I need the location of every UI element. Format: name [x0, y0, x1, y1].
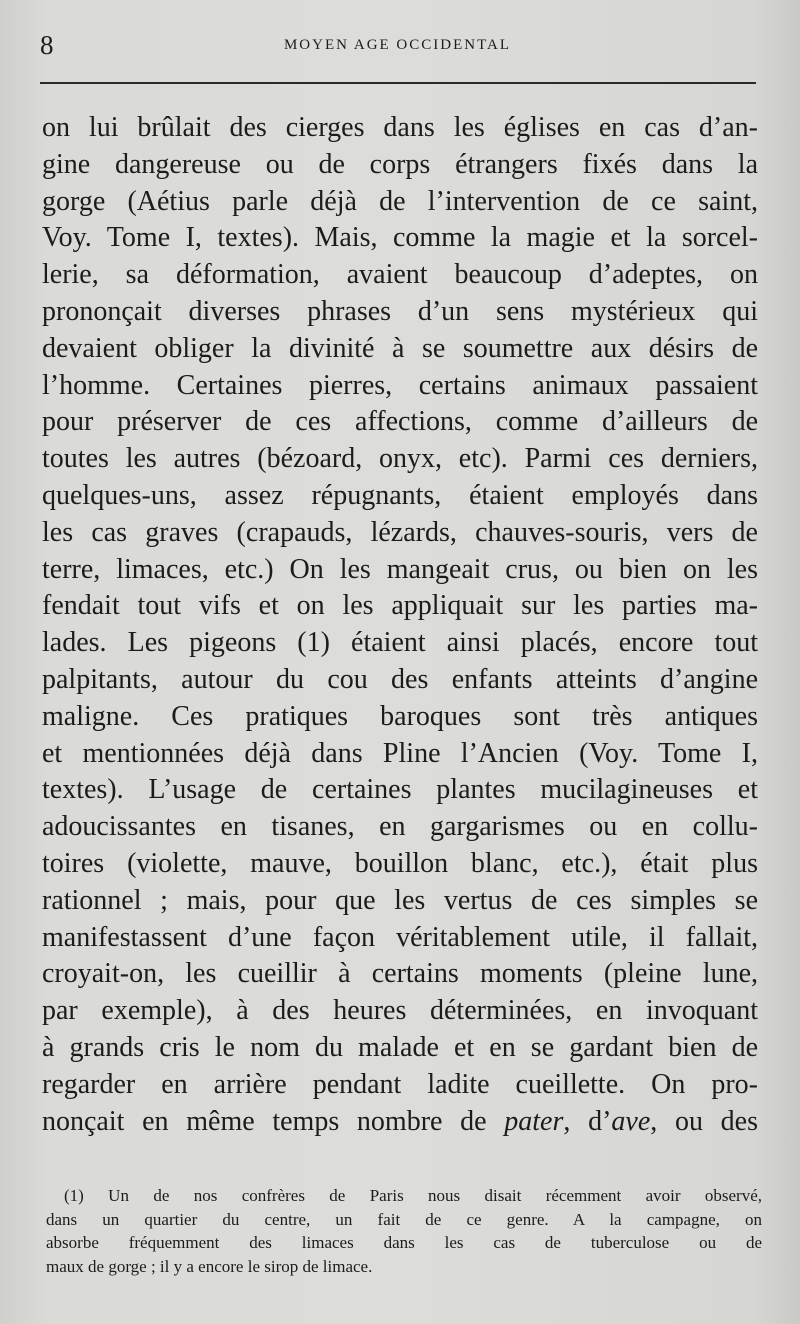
text-line: rationnel ; mais, pour que les vertus de ces simples se	[42, 884, 758, 916]
text-line: gine dangereuse ou de corps étrangers fixés dans la	[42, 148, 758, 180]
text-line-last	[42, 1104, 758, 1141]
text-line: maligne. Ces pratiques baroques sont très antiques	[42, 700, 758, 732]
text-line: adoucissantes en tisanes, en gargarismes ou en collu-	[42, 811, 758, 843]
text-line: pour préserver de ces affections, comme d’ailleurs de	[42, 406, 758, 438]
text-line: les cas graves (crapauds, lézards, chauves-souris, vers de	[42, 516, 758, 548]
text-line: par exemple), à des heures déterminées, en invoquant	[42, 995, 758, 1027]
text-line: lerie, sa déformation, avaient beaucoup d’adeptes, on	[42, 259, 758, 291]
footnote-line: (1) Un de nos confrères de Paris nous disait récemment avoir observé,	[64, 1186, 762, 1205]
footnote-line: absorbe fréquemment des limaces dans les cas de tuberculose ou de	[46, 1233, 762, 1252]
text-run: , ou des	[650, 1105, 758, 1137]
text-line: terre, limaces, etc.) On les mangeait crus, ou bien on les	[42, 553, 758, 585]
text-line: lades. Les pigeons (1) étaient ainsi placés, encore tout	[42, 627, 758, 659]
text-line: quelques-uns, assez répugnants, étaient employés dans	[42, 479, 758, 511]
text-line: l’homme. Certaines pierres, certains animaux passaient	[42, 369, 758, 401]
text-line: à grands cris le nom du malade et en se gardant bien de	[42, 1031, 758, 1063]
text-line: devaient obliger la divinité à se soumettre aux désirs de	[42, 332, 758, 364]
text-line: toires (violette, mauve, bouillon blanc, etc.), était plus	[42, 847, 758, 879]
footnote-line: maux de gorge ; il y a encore le sirop de limace.	[46, 1256, 373, 1276]
text-line: fendait tout vifs et on les appliquait sur les parties ma-	[42, 590, 758, 622]
text-line: manifestassent d’une façon véritablement utile, il fallait,	[42, 921, 758, 953]
text-line: regarder en arrière pendant ladite cueillette. On pro-	[42, 1068, 758, 1100]
page-number: 8	[40, 30, 54, 60]
italic-word-ave: ave	[611, 1105, 651, 1137]
italic-word-pater: pater	[504, 1105, 564, 1137]
text-line: on lui brûlait des cierges dans les églises en cas d’an-	[42, 112, 758, 143]
header-rule	[40, 82, 756, 84]
text-line: textes). L’usage de certaines plantes mucilagineuses et	[42, 774, 758, 806]
text-line: gorge (Aétius parle déjà de l’intervention de ce saint,	[42, 185, 758, 217]
footnote	[46, 1184, 762, 1278]
text-line: prononçait diverses phrases d’un sens mystérieux qui	[42, 295, 758, 327]
text-run: , d’	[563, 1105, 612, 1137]
footnote-line: dans un quartier du centre, un fait de ce genre. A la campagne, on	[46, 1209, 762, 1229]
text-line: Voy. Tome I, textes). Mais, comme la magie et la sorcel-	[42, 222, 758, 254]
text-line: et mentionnées déjà dans Pline l’Ancien (Voy. Tome I,	[42, 737, 758, 769]
page-header	[40, 30, 755, 64]
text-line: palpitants, autour du cou des enfants atteints d’angine	[42, 663, 758, 695]
text-line: toutes les autres (bézoard, onyx, etc). Parmi ces derniers,	[42, 443, 758, 475]
text-run: nonçait en même temps nombre de	[42, 1105, 505, 1137]
body-text	[42, 110, 758, 1140]
running-title: MOYEN AGE OCCIDENTAL	[283, 37, 512, 53]
text-line: croyait-on, les cueillir à certains moments (pleine lune,	[42, 958, 758, 990]
